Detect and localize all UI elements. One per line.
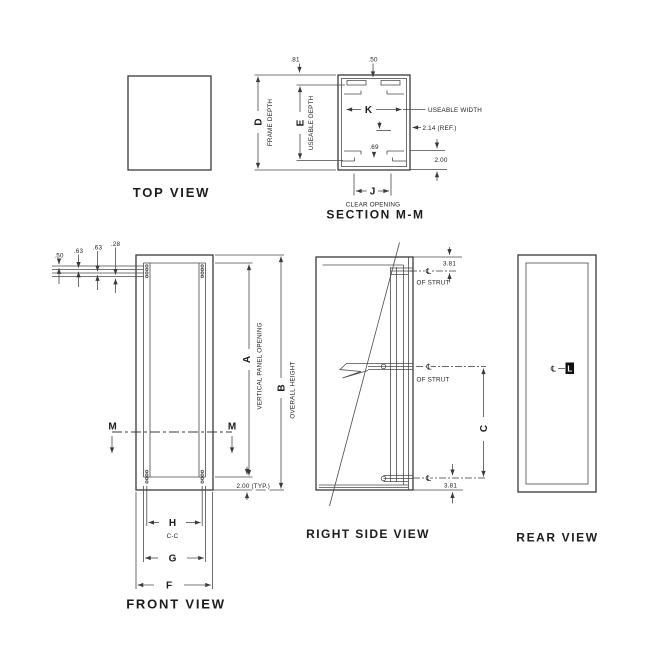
section-mm-view — [254, 57, 483, 222]
dim-381-top-text: 3.81 — [442, 260, 457, 268]
top-view-outline — [128, 76, 211, 170]
vertical-panel-opening-label: VERTICAL PANEL OPENING — [256, 322, 264, 410]
dim-28: .28 — [110, 241, 121, 248]
dim-214-text: 2.14 (REF.) — [422, 125, 457, 132]
rail-holes — [146, 265, 204, 483]
dim-50-section — [368, 57, 378, 78]
front-frame — [136, 255, 213, 490]
front-view-label: FRONT VIEW — [126, 596, 226, 612]
dim-381-bottom-text: 3.81 — [443, 482, 458, 490]
section-mm-label: SECTION M-M — [326, 207, 425, 222]
letter-f: F — [165, 580, 173, 592]
dim-63a: .63 — [73, 248, 84, 255]
dim-clear-opening — [346, 174, 400, 209]
rear-view — [516, 255, 598, 545]
dim-50-text: .50 — [368, 56, 378, 64]
dim-81-text: .81 — [290, 56, 300, 64]
centerline-symbol-top: ℄ — [425, 266, 432, 276]
dim-381-bottom — [413, 464, 486, 504]
dim-f — [136, 492, 213, 592]
centerline-symbol-mid: ℄ — [426, 362, 432, 372]
dim-50-front: .50 — [54, 252, 64, 260]
of-strut-mid-label: OF STRUT — [416, 376, 450, 384]
letter-b: B — [276, 384, 288, 392]
side-panel — [316, 243, 413, 507]
letter-m-left: M — [108, 421, 117, 433]
useable-depth-label: USEABLE DEPTH — [308, 95, 315, 151]
dim-200-typ-text: 2.00 (TYP.) — [236, 483, 271, 490]
rear-inner-panel — [526, 263, 588, 484]
centerline-symbol-bottom: ℄ — [425, 473, 432, 483]
letter-d: D — [253, 118, 265, 126]
letter-c: C — [479, 424, 490, 433]
useable-width-label: USEABLE WIDTH — [428, 107, 483, 114]
dim-214-ref — [413, 125, 457, 132]
dim-h-cc — [147, 486, 202, 540]
centerline-mid-strut — [416, 363, 486, 384]
front-view — [52, 241, 297, 612]
dim-200-typ — [237, 467, 271, 501]
dim-hole-spacing — [52, 241, 144, 293]
top-view-label: TOP VIEW — [132, 185, 211, 200]
centerline-symbol-rear: ℄ — [550, 364, 557, 374]
dim-overall-height — [213, 255, 297, 490]
dim-200 — [410, 139, 448, 181]
overall-height-label: OVERALL HEIGHT — [289, 361, 297, 419]
letter-m-right: M — [227, 421, 237, 433]
of-strut-top-label: OF STRUT — [416, 279, 450, 287]
letter-j: J — [369, 186, 376, 198]
dim-useable-width — [347, 105, 483, 116]
rear-view-label: REAR VIEW — [516, 530, 599, 545]
letter-h: H — [168, 518, 177, 529]
dim-vertical-panel-opening — [215, 263, 264, 477]
c-to-c-label: C-C — [166, 533, 179, 540]
dim-c — [479, 369, 490, 477]
frame-depth-label: FRAME DEPTH — [267, 98, 274, 147]
dim-69-text: .69 — [369, 144, 379, 151]
letter-g: G — [168, 553, 177, 565]
rear-centerline-marker — [551, 363, 574, 375]
dim-81 — [290, 57, 300, 73]
top-view — [128, 76, 211, 200]
dim-381-top — [410, 247, 462, 287]
right-side-view-label: RIGHT SIDE VIEW — [306, 527, 430, 541]
clear-opening-label: CLEAR OPENING — [345, 201, 401, 209]
right-side-view — [306, 243, 490, 542]
letter-a: A — [242, 355, 253, 364]
dim-69 — [369, 122, 391, 158]
dim-63b: .63 — [92, 244, 103, 252]
letter-k: K — [364, 105, 373, 116]
section-cut-mm — [108, 422, 236, 454]
dim-200-text: 2.00 — [434, 157, 448, 164]
letter-e: E — [295, 119, 307, 127]
rear-outline — [518, 255, 596, 492]
letter-l: L — [567, 364, 573, 374]
projection-line — [330, 243, 400, 507]
